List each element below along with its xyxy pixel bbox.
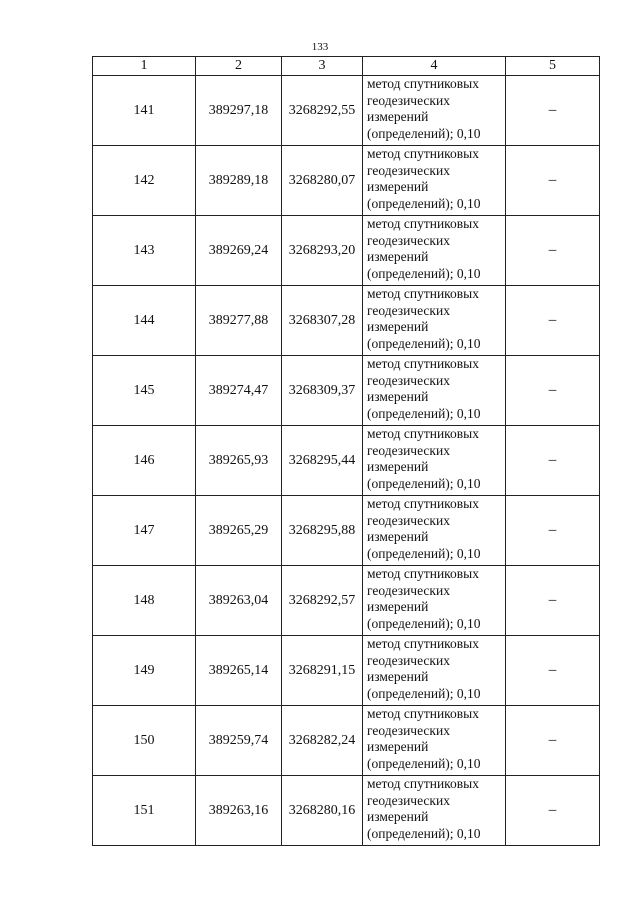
y-coordinate-cell: 3268292,57 <box>282 566 363 636</box>
table-row <box>93 216 600 286</box>
table-row <box>93 426 600 496</box>
table-body <box>93 76 600 846</box>
point-number-cell: 145 <box>93 356 196 426</box>
point-number-cell: 144 <box>93 286 196 356</box>
table-row <box>93 146 600 216</box>
method-cell: метод спутниковых геодезических измерений (определений); 0,10 <box>363 286 506 356</box>
point-number-cell: 143 <box>93 216 196 286</box>
y-coordinate-cell: 3268292,55 <box>282 76 363 146</box>
y-coordinate-cell: 3268291,15 <box>282 636 363 706</box>
y-coordinate-cell: 3268282,24 <box>282 706 363 776</box>
method-cell: метод спутниковых геодезических измерений (определений); 0,10 <box>363 216 506 286</box>
x-coordinate-cell: 389274,47 <box>196 356 282 426</box>
y-coordinate-cell: 3268295,88 <box>282 496 363 566</box>
x-coordinate-cell: 389259,74 <box>196 706 282 776</box>
x-coordinate-cell: 389265,93 <box>196 426 282 496</box>
method-cell: метод спутниковых геодезических измерений (определений); 0,10 <box>363 776 506 846</box>
method-cell: метод спутниковых геодезических измерений (определений); 0,10 <box>363 566 506 636</box>
table-row <box>93 636 600 706</box>
note-cell: – <box>506 426 600 496</box>
note-cell: – <box>506 636 600 706</box>
x-coordinate-cell: 389289,18 <box>196 146 282 216</box>
point-number-cell: 147 <box>93 496 196 566</box>
table-row <box>93 496 600 566</box>
y-coordinate-cell: 3268307,28 <box>282 286 363 356</box>
table-row <box>93 776 600 846</box>
y-coordinate-cell: 3268295,44 <box>282 426 363 496</box>
table-row <box>93 76 600 146</box>
x-coordinate-cell: 389277,88 <box>196 286 282 356</box>
table-row <box>93 286 600 356</box>
column-header-4: 4 <box>363 57 506 76</box>
note-cell: – <box>506 496 600 566</box>
method-cell: метод спутниковых геодезических измерений (определений); 0,10 <box>363 426 506 496</box>
x-coordinate-cell: 389265,14 <box>196 636 282 706</box>
coordinates-table <box>92 56 600 846</box>
method-cell: метод спутниковых геодезических измерений (определений); 0,10 <box>363 706 506 776</box>
note-cell: – <box>506 356 600 426</box>
point-number-cell: 146 <box>93 426 196 496</box>
method-cell: метод спутниковых геодезических измерений (определений); 0,10 <box>363 356 506 426</box>
note-cell: – <box>506 566 600 636</box>
y-coordinate-cell: 3268293,20 <box>282 216 363 286</box>
y-coordinate-cell: 3268280,16 <box>282 776 363 846</box>
page-number: 133 <box>311 41 329 53</box>
y-coordinate-cell: 3268309,37 <box>282 356 363 426</box>
point-number-cell: 148 <box>93 566 196 636</box>
table-header-row <box>93 57 600 76</box>
x-coordinate-cell: 389297,18 <box>196 76 282 146</box>
table-row <box>93 566 600 636</box>
column-header-2: 2 <box>196 57 282 76</box>
x-coordinate-cell: 389263,04 <box>196 566 282 636</box>
y-coordinate-cell: 3268280,07 <box>282 146 363 216</box>
point-number-cell: 151 <box>93 776 196 846</box>
note-cell: – <box>506 706 600 776</box>
x-coordinate-cell: 389265,29 <box>196 496 282 566</box>
point-number-cell: 142 <box>93 146 196 216</box>
column-header-3: 3 <box>282 57 363 76</box>
point-number-cell: 141 <box>93 76 196 146</box>
note-cell: – <box>506 216 600 286</box>
method-cell: метод спутниковых геодезических измерений (определений); 0,10 <box>363 146 506 216</box>
note-cell: – <box>506 286 600 356</box>
x-coordinate-cell: 389263,16 <box>196 776 282 846</box>
note-cell: – <box>506 146 600 216</box>
column-header-1: 1 <box>93 57 196 76</box>
note-cell: – <box>506 76 600 146</box>
x-coordinate-cell: 389269,24 <box>196 216 282 286</box>
method-cell: метод спутниковых геодезических измерений (определений); 0,10 <box>363 76 506 146</box>
table-row <box>93 706 600 776</box>
column-header-5: 5 <box>506 57 600 76</box>
note-cell: – <box>506 776 600 846</box>
method-cell: метод спутниковых геодезических измерений (определений); 0,10 <box>363 636 506 706</box>
point-number-cell: 150 <box>93 706 196 776</box>
table-row <box>93 356 600 426</box>
method-cell: метод спутниковых геодезических измерений (определений); 0,10 <box>363 496 506 566</box>
point-number-cell: 149 <box>93 636 196 706</box>
